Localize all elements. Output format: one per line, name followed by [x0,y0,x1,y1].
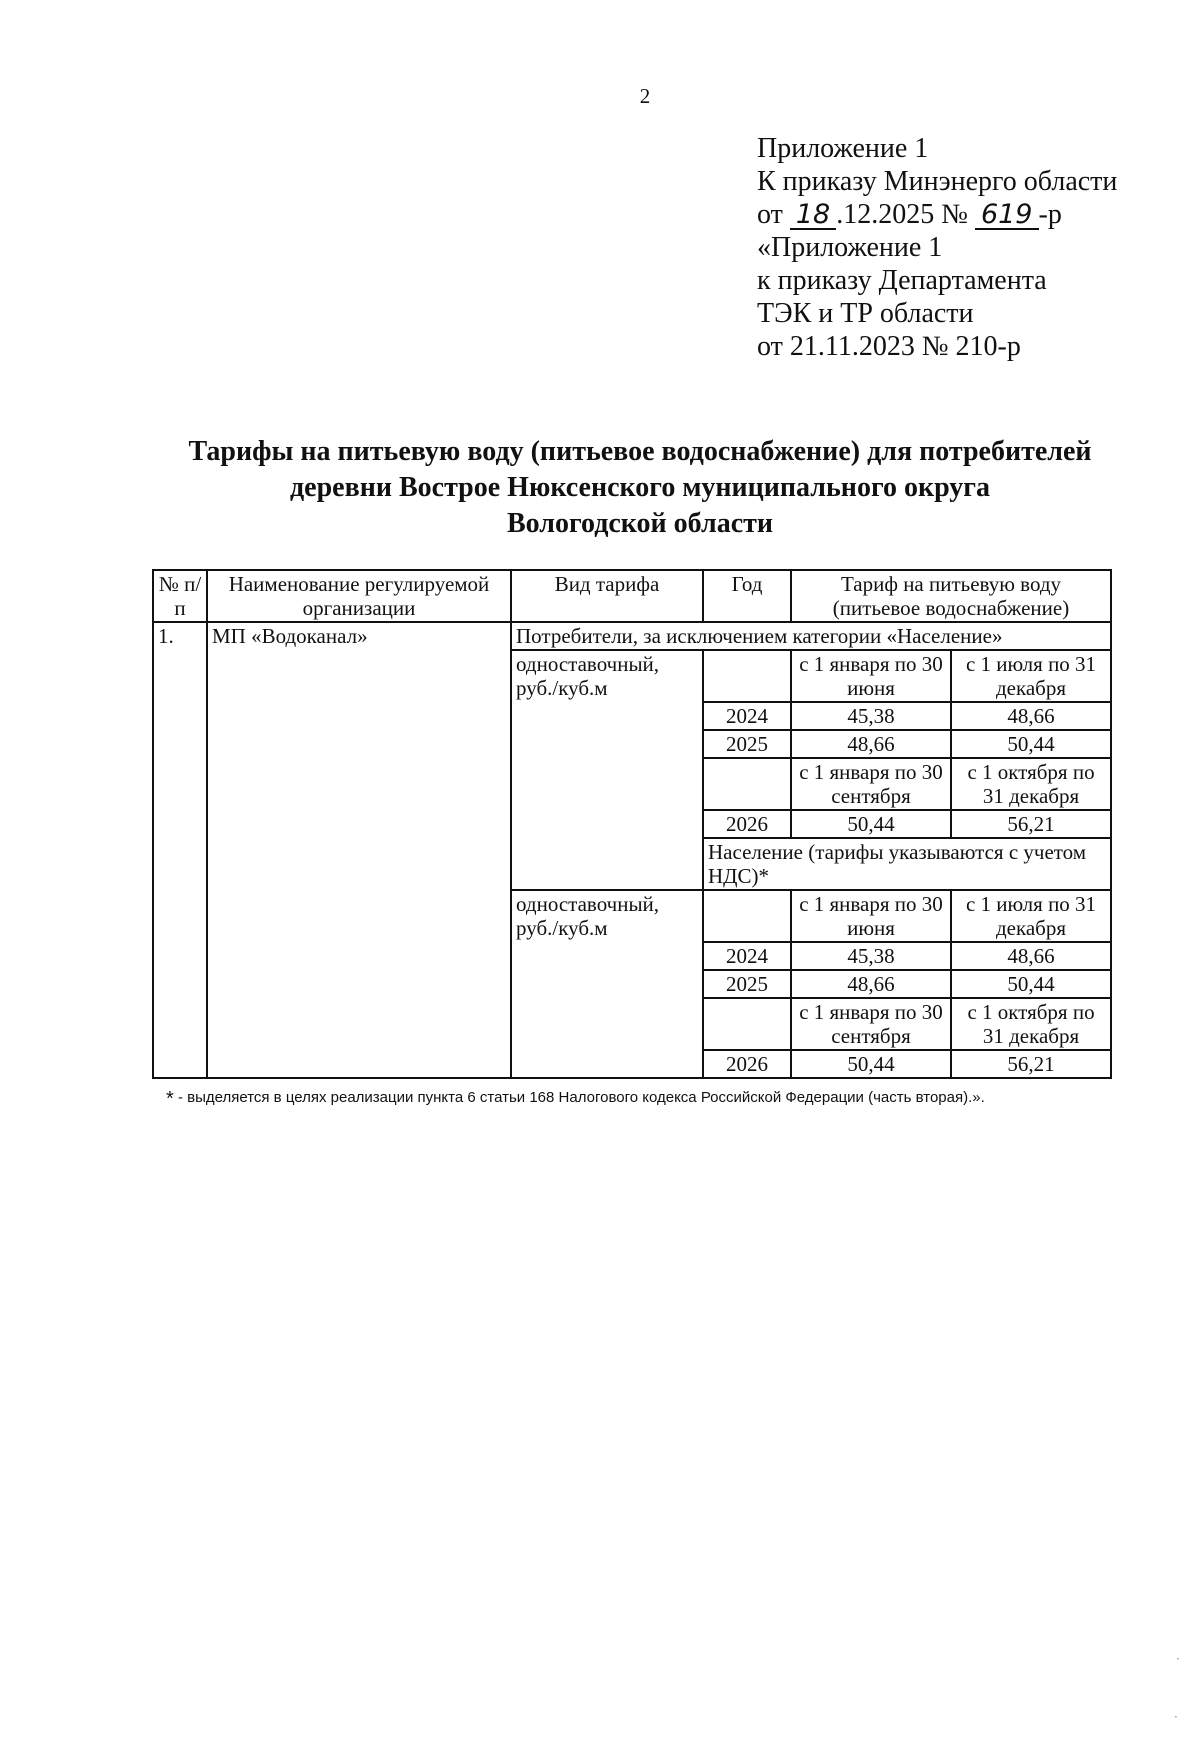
tariff-type: одноставочный, руб./куб.м [511,890,703,1078]
year-cell: 2024 [703,702,791,730]
year-cell: 2026 [703,1050,791,1078]
year-cell: 2024 [703,942,791,970]
period-cell: с 1 октября по 31 декабря [951,758,1111,810]
footnote-text: - выделяется в целях реализации пункта 6 статьи 168 Налогового кодекса Российской Федерации (часть вторая).». [173,1089,985,1106]
header-tariff: Тариф на питьевую воду (питьевое водоснабжение) [791,570,1111,622]
year-cell-empty [703,650,791,702]
footnote-asterisk: * [166,1088,174,1110]
group-label-population: Население (тарифы указываются с учетом НДС)* [703,838,1111,890]
annex-date: .12.2025 № [836,199,968,230]
header-num: № п/п [153,570,207,622]
table-header-row [153,570,1111,622]
period-cell: с 1 января по 30 июня [791,650,951,702]
annex-line-4: «Приложение 1 [757,232,943,263]
tariff-type: одноставочный, руб./куб.м [511,650,703,890]
period-cell: с 1 октября по 31 декабря [951,998,1111,1050]
annex-handwritten-number: 619 [975,202,1039,230]
value-cell: 48,66 [791,730,951,758]
row-number: 1. [153,622,207,1078]
header-org: Наименование регулируемой организации [207,570,511,622]
period-cell: с 1 января по 30 июня [791,890,951,942]
annex-line-5: к приказу Департамента [757,265,1047,296]
value-cell: 50,44 [791,810,951,838]
annex-line-3 [757,198,1117,231]
annex-line-1: Приложение 1 [757,133,929,164]
table-row [153,622,1111,650]
scan-speck: · [1174,1710,1178,1724]
header-type: Вид тарифа [511,570,703,622]
period-cell: с 1 января по 30 сентября [791,998,951,1050]
year-cell: 2025 [703,730,791,758]
annex-date-prefix: от [757,199,783,230]
value-cell: 45,38 [791,942,951,970]
year-cell-empty [703,758,791,810]
tariff-table [152,569,1112,1079]
header-year: Год [703,570,791,622]
value-cell: 45,38 [791,702,951,730]
page-number: 2 [639,84,651,108]
org-name: МП «Водоканал» [207,622,511,1078]
period-cell: с 1 июля по 31 декабря [951,890,1111,942]
title-line-2: деревни Вострое Нюксенского муниципального округа [289,472,991,503]
value-cell: 50,44 [951,730,1111,758]
annex-line-6: ТЭК и ТР области [757,298,974,329]
title-line-3: Вологодской области [506,508,774,539]
document-title [150,434,1130,542]
value-cell: 48,66 [951,702,1111,730]
value-cell: 50,44 [951,970,1111,998]
annex-handwritten-day: 18 [790,202,836,230]
annex-line-7: от 21.11.2023 № 210-р [757,331,1021,362]
year-cell-empty [703,998,791,1050]
annex-block [757,132,1117,363]
value-cell: 50,44 [791,1050,951,1078]
scan-speck: · [1176,1652,1180,1666]
group-label-other: Потребители, за исключением категории «Население» [511,622,1111,650]
footnote [166,1088,985,1111]
value-cell: 48,66 [791,970,951,998]
year-cell: 2025 [703,970,791,998]
annex-number-suffix: -р [1038,199,1062,230]
value-cell: 48,66 [951,942,1111,970]
annex-line-2: К приказу Минэнерго области [757,166,1118,197]
year-cell-empty [703,890,791,942]
period-cell: с 1 июля по 31 декабря [951,650,1111,702]
period-cell: с 1 января по 30 сентября [791,758,951,810]
title-line-1: Тарифы на питьевую воду (питьевое водоснабжение) для потребителей [188,436,1092,467]
value-cell: 56,21 [951,810,1111,838]
value-cell: 56,21 [951,1050,1111,1078]
year-cell: 2026 [703,810,791,838]
